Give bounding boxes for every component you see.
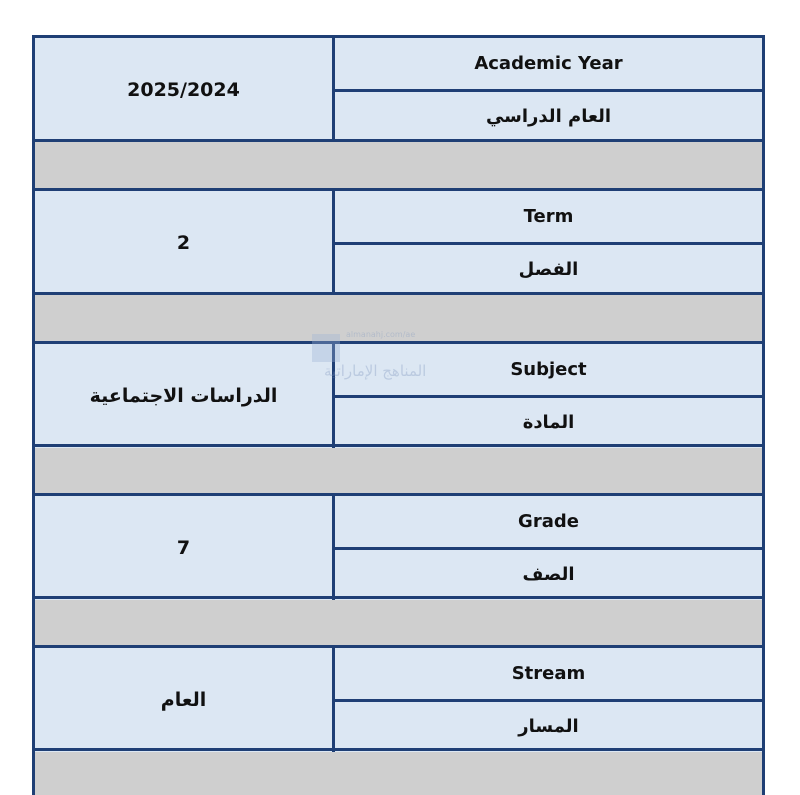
divider [35, 596, 762, 599]
stream-value: العام [35, 648, 335, 752]
term-label-ar: الفصل [335, 245, 762, 296]
divider [35, 444, 762, 447]
divider [35, 292, 762, 295]
subject-value: الدراسات الاجتماعية [35, 344, 335, 448]
watermark-text: المناهج الإماراتية [324, 362, 427, 380]
term-value: 2 [35, 191, 335, 295]
row-grade [35, 496, 762, 600]
divider [35, 748, 762, 751]
stream-label-ar: المسار [335, 702, 762, 753]
subject-label-en: Subject [335, 344, 762, 398]
row-term [35, 191, 762, 295]
term-label-en: Term [335, 191, 762, 245]
watermark-url: almanahj.com/ae [346, 330, 416, 339]
info-table [32, 35, 765, 795]
grade-label-en: Grade [335, 496, 762, 550]
academic-year-value: 2025/2024 [35, 38, 335, 142]
academic-year-label-en: Academic Year [335, 38, 762, 92]
academic-year-label-ar: العام الدراسي [335, 92, 762, 143]
row-academic-year [35, 38, 762, 142]
row-subject [35, 344, 762, 448]
row-stream [35, 648, 762, 752]
grade-value: 7 [35, 496, 335, 600]
grade-label-ar: الصف [335, 550, 762, 601]
subject-label-ar: المادة [335, 398, 762, 449]
divider [35, 139, 762, 142]
stream-label-en: Stream [335, 648, 762, 702]
